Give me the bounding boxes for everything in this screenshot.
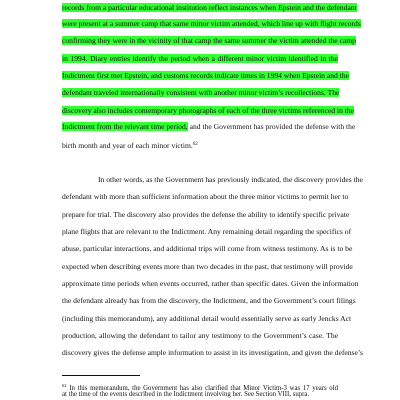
paragraph1-line-9 xyxy=(62,140,338,150)
footnote-separator xyxy=(62,375,140,376)
body-text: prepare for trial. The discovery also provides the defense the ability to identify specific private xyxy=(62,210,350,219)
paragraph1-line-2 xyxy=(62,19,361,28)
body-text: plane flights that are relevant to the Indictment. Any remaining detail regarding the specifics of xyxy=(62,227,352,236)
body-text: and the Government has provided the defense with the xyxy=(187,122,356,131)
paragraph1-line-1 xyxy=(62,3,357,12)
highlighted-text: defendant traveled internationally consistent with another minor victim’s recollections. The xyxy=(62,88,340,97)
paragraph2-line-4 xyxy=(62,227,352,236)
paragraph2-line-3 xyxy=(62,210,350,219)
paragraph2-line-11 xyxy=(62,348,363,357)
footnote-line-2 xyxy=(62,391,338,400)
highlighted-text: records from a particular educational institution reflect instances when Epstein and the defendant xyxy=(62,3,357,12)
paragraph1-line-7 xyxy=(62,106,355,115)
paragraph2-line-7 xyxy=(62,279,359,288)
paragraph1-line-4 xyxy=(62,54,338,63)
highlighted-text: in 1994. Diary entries identify the period when a different minor victim identified in the xyxy=(62,54,338,63)
paragraph1-line-8 xyxy=(62,122,356,131)
paragraph2-line-9 xyxy=(62,314,352,323)
body-text: (including this memorandum), any additional detail would essentially serve as early Jencks Act xyxy=(62,314,352,323)
paragraph2-line-8 xyxy=(62,296,356,305)
highlighted-text: were present at a summer camp that same minor victim attended, which line up with flight records xyxy=(62,19,361,28)
body-text: discovery gives the defense ample information to assist in its investigation, and given the defense’s xyxy=(62,348,363,357)
body-text: the defendant already has from the discovery, the Indictment, and the Government’s court filings xyxy=(62,296,356,305)
body-text: expected when describing events more than two decades in the past, that testimony will provide xyxy=(62,262,353,271)
body-text: production, allowing the defendant to tailor any testimony to the Government’s case. The xyxy=(62,331,338,340)
highlighted-text: Indictment from the relevant time period, xyxy=(62,122,188,131)
paragraph2-line-1 xyxy=(98,175,363,184)
paragraph2-line-10 xyxy=(62,331,338,340)
paragraph1-line-6 xyxy=(62,88,338,97)
paragraph1-line-3 xyxy=(62,36,356,45)
body-text: In other words, as the Government has previously indicated, the discovery provides the xyxy=(98,175,363,184)
footnote-text: In this memorandum, the Government has also clarified that Minor Victim-3 was 17 years old xyxy=(66,385,338,392)
body-text: defendant with more than sufficient information about the three minor victims to permit her to xyxy=(62,192,349,201)
highlighted-text: Indictment first met Epstein, and customs records indicate times in 1994 when Epstein and the xyxy=(62,71,350,80)
highlighted-text: confirming they were in the vicinity of that camp the same summer the victim attended the camp xyxy=(62,36,356,45)
paragraph2-line-2 xyxy=(62,192,349,201)
body-text: abuse, particular interactions, and additional trips will come from witness testimony. As is to be xyxy=(62,244,353,253)
paragraph2-line-5 xyxy=(62,244,353,253)
body-text: approximate time periods when events occurred, rather than specific dates. Given the information xyxy=(62,279,359,288)
footnote-number: 62 xyxy=(62,383,67,388)
highlighted-text: discovery also includes contemporary photographs of each of the three victims referenced in the xyxy=(62,106,355,115)
body-text: birth month and year of each minor victim. xyxy=(62,141,193,150)
paragraph1-line-5 xyxy=(62,71,350,80)
footnote-text: at the time of the events described in the Indictment involving her. See Section VIII, supra. xyxy=(62,391,310,398)
paragraph2-line-6 xyxy=(62,262,353,271)
footnote-reference: 62 xyxy=(192,142,198,147)
